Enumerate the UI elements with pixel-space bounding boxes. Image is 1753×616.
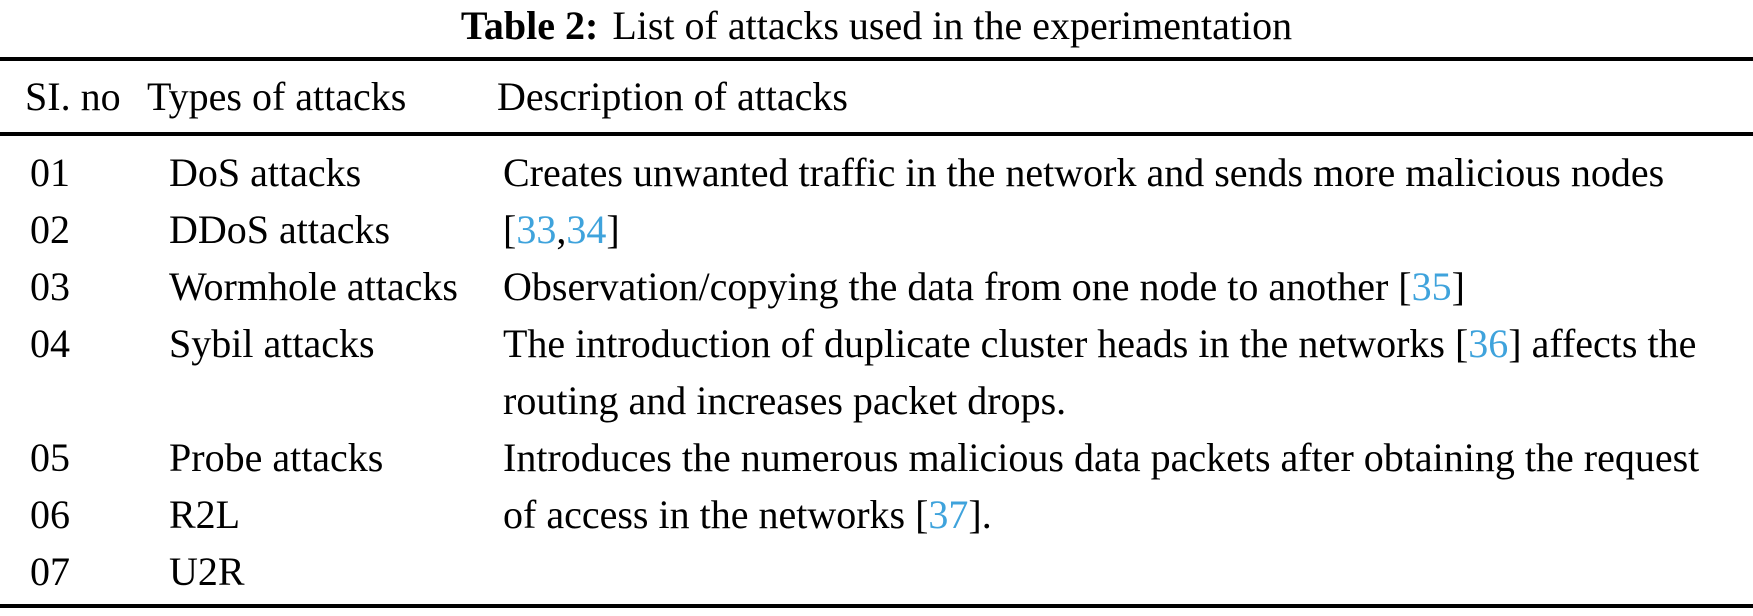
cell-attack-type: Sybil attacks [169,321,375,366]
cell-attack-type: DDoS attacks [169,207,391,252]
description-text: [ [503,207,517,252]
table-row [0,315,1753,372]
description-text: ]. [968,492,992,537]
cell-sl-no: 05 [30,435,70,480]
cell-attack-description [497,320,1753,367]
citation-link[interactable]: 33 [516,207,557,252]
column-header-types-of-attacks: Types of attacks [147,74,407,119]
citation-link[interactable]: 36 [1468,321,1509,366]
cell-attack-description [497,491,1753,538]
table-row [0,429,1753,486]
column-header-description-of-attacks: Description of attacks [497,74,848,119]
table-header-row [0,61,1753,132]
description-text: Observation/copying the data from one node to another [ [503,264,1412,309]
description-text: Introduces the numerous malicious data packets after obtaining the request [503,435,1700,480]
table-row [0,543,1753,600]
cell-sl-no: 07 [30,549,70,594]
description-text: The introduction of duplicate cluster heads in the networks [ [503,321,1469,366]
cell-attack-type: DoS attacks [169,150,362,195]
cell-attack-description [497,434,1753,481]
cell-attack-description [497,149,1753,196]
description-text: routing and increases packet drops. [503,378,1067,423]
description-text: ] [1451,264,1465,309]
description-text: , [556,207,567,252]
cell-attack-description [497,263,1753,310]
table-caption-number: Table 2: [460,3,599,48]
table-caption [0,0,1753,54]
description-text: ] affects the [1508,321,1697,366]
table-row [0,144,1753,201]
table-body [0,136,1753,604]
table-caption-text: List of attacks used in the experimentation [612,3,1293,48]
table-row [0,486,1753,543]
description-text: of access in the networks [ [503,492,929,537]
cell-attack-type: Wormhole attacks [169,264,458,309]
citation-link[interactable]: 35 [1411,264,1452,309]
cell-attack-type: R2L [169,492,241,537]
description-text: Creates unwanted traffic in the network and sends more malicious nodes [503,150,1665,195]
table-row [0,258,1753,315]
table-row [0,201,1753,258]
cell-attack-type: Probe attacks [169,435,384,480]
table-row [0,372,1753,429]
citation-link[interactable]: 34 [566,207,607,252]
cell-attack-description [497,206,1753,253]
table-bottom-rule [0,604,1753,608]
cell-sl-no: 04 [30,321,70,366]
cell-sl-no: 03 [30,264,70,309]
citation-link[interactable]: 37 [928,492,969,537]
cell-attack-description [497,377,1753,424]
description-text: ] [606,207,620,252]
cell-sl-no: 06 [30,492,70,537]
column-header-sl-no: SI. no [25,74,121,119]
cell-attack-type: U2R [169,549,245,594]
cell-sl-no: 02 [30,207,70,252]
cell-sl-no: 01 [30,150,70,195]
